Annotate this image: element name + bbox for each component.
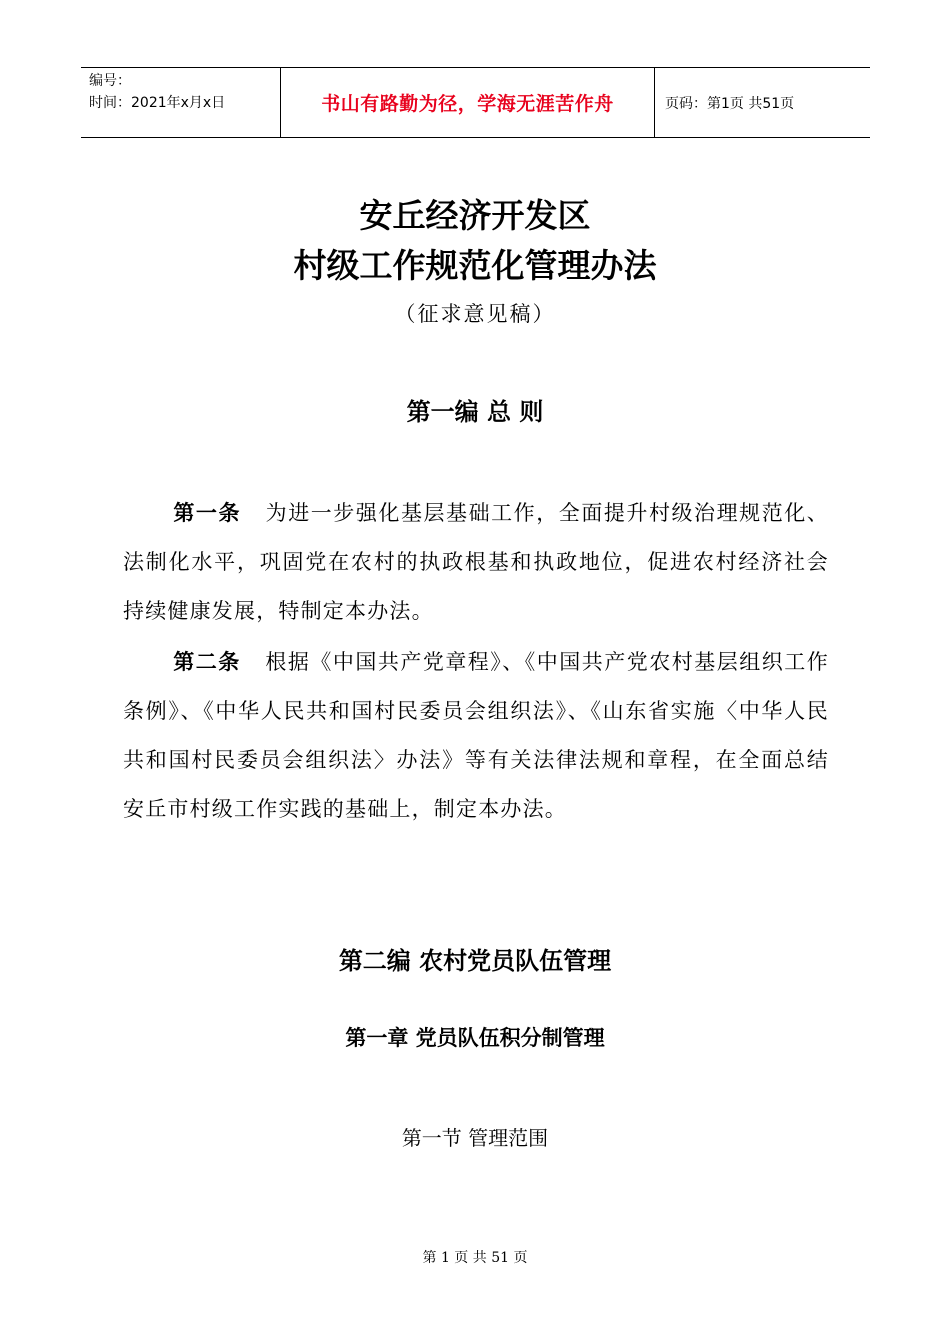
article1-text: 为进一步强化基层基础工作，全面提升村级治理规范化、法制化水平，巩固党在农村的执政根基和执政地位，促进农村经济社会持续健康发展，特制定本办法。 [123,501,829,623]
time-label: 时间：2021年x月x日 [89,95,226,111]
document-header [81,67,870,138]
part2-heading: 第二编 农村党员队伍管理 [338,947,612,975]
section1-heading: 第一节 管理范围 [401,1126,549,1150]
article2-label: 第二条 [173,650,241,674]
part1-heading: 第一编 总 则 [406,398,544,426]
header-meta-cell [81,68,281,137]
page-footer: 第 1 页 共 51 页 [422,1250,528,1266]
document-title-line1: 安丘经济开发区 [359,196,591,235]
header-page-info: 页码：第1页 共51页 [665,95,795,112]
number-label: 编号： [89,73,131,89]
article1-paragraph [123,489,829,636]
document-subtitle: （征求意见稿） [394,302,556,326]
article1-label: 第一条 [173,501,241,525]
article2-paragraph [123,638,829,834]
header-motto: 书山有路勤为径，学海无涯苦作舟 [281,68,655,137]
article2-text: 根据《中国共产党章程》、《中国共产党农村基层组织工作条例》、《中华人民共和国村民委员会组织法》、《山东省实施〈中华人民共和国村民委员会组织法〉办法》等有关法律法规和章程，在全面总结安丘市村级工作实践的基础上，制定本办法。 [123,650,829,821]
chapter1-heading: 第一章 党员队伍积分制管理 [345,1026,605,1050]
document-title-line2: 村级工作规范化管理办法 [293,246,657,285]
